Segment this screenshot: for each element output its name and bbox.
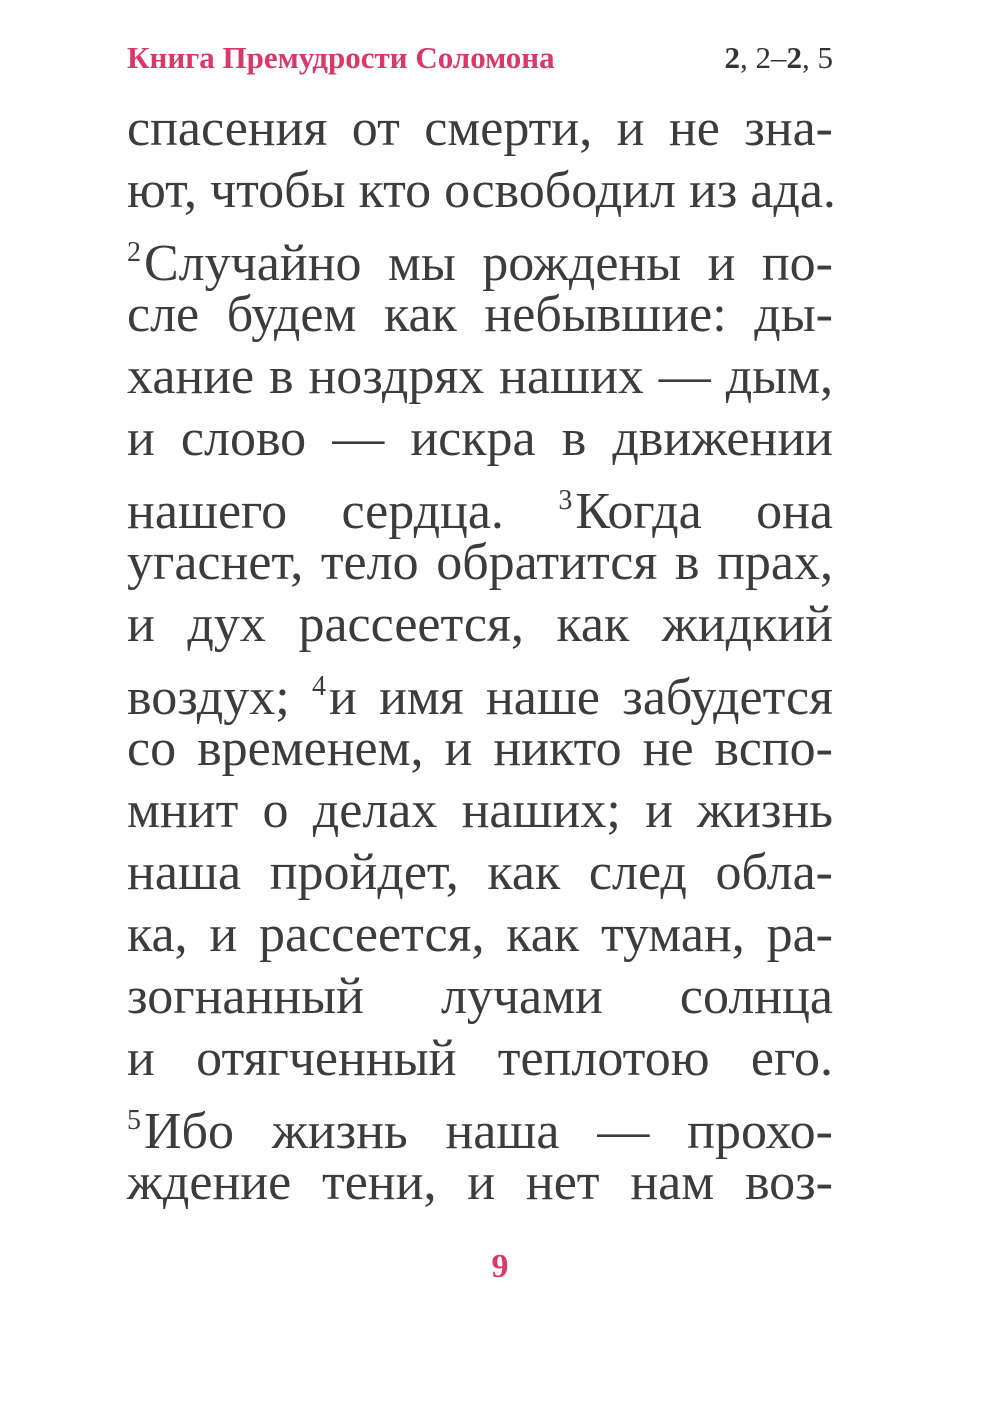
text-line: сле будем как небывшие: ды- bbox=[127, 286, 833, 343]
text-line: и отягченный теплотою его. bbox=[127, 1030, 833, 1087]
book-title: Книга Премудрости Соломона bbox=[127, 40, 555, 75]
text-line: угаснет, тело обратится в прах, bbox=[127, 534, 833, 591]
text-segment: Случайно мы рождены и по- bbox=[144, 235, 833, 292]
ref-chapter-end: 2 bbox=[786, 40, 802, 75]
text-segment: нашего сердца. bbox=[127, 483, 504, 540]
text-line bbox=[127, 1090, 833, 1160]
text-segment: и имя наше забудется bbox=[328, 669, 833, 726]
ref-separator-1: , bbox=[740, 40, 756, 75]
text-line: и слово — искра в движении bbox=[127, 410, 833, 467]
text-line: хание в ноздрях наших — дым, bbox=[127, 348, 833, 405]
text-line: ждение тени, и нет нам воз- bbox=[127, 1154, 833, 1211]
text-line: наша пройдет, как след обла- bbox=[127, 844, 833, 901]
text-line: ют, чтобы кто освободил из ада. bbox=[127, 162, 836, 219]
text-line: со временем, и никто не вспо- bbox=[127, 720, 833, 777]
text-line bbox=[127, 222, 833, 292]
text-line: ка, и рассеется, как туман, ра- bbox=[127, 906, 833, 963]
text-line: мнит о делах наших; и жизнь bbox=[127, 782, 833, 839]
text-segment: Ибо жизнь наша — прохо- bbox=[144, 1103, 833, 1160]
chapter-verse-reference bbox=[725, 40, 834, 76]
text-segment: Когда она bbox=[575, 483, 833, 540]
page-number: 9 bbox=[491, 1248, 509, 1285]
verse-number: 5 bbox=[127, 1105, 141, 1136]
text-line: спасения от смерти, и не зна- bbox=[127, 100, 833, 157]
ref-verse-end: 5 bbox=[817, 40, 833, 75]
ref-dash: – bbox=[771, 40, 787, 75]
verse-number: 3 bbox=[558, 485, 573, 516]
ref-chapter-start: 2 bbox=[724, 40, 740, 75]
running-header bbox=[127, 40, 833, 84]
verse-number: 4 bbox=[311, 671, 326, 702]
scripture-text bbox=[127, 98, 836, 1214]
text-line bbox=[127, 656, 833, 726]
text-segment: воздух; bbox=[127, 669, 290, 726]
text-line: и дух рассеется, как жидкий bbox=[127, 596, 833, 653]
text-line bbox=[127, 470, 833, 540]
ref-separator-2: , bbox=[802, 40, 818, 75]
text-line: зогнанный лучами солнца bbox=[127, 968, 833, 1025]
verse-number: 2 bbox=[127, 237, 141, 268]
ref-verse-start: 2 bbox=[755, 40, 771, 75]
